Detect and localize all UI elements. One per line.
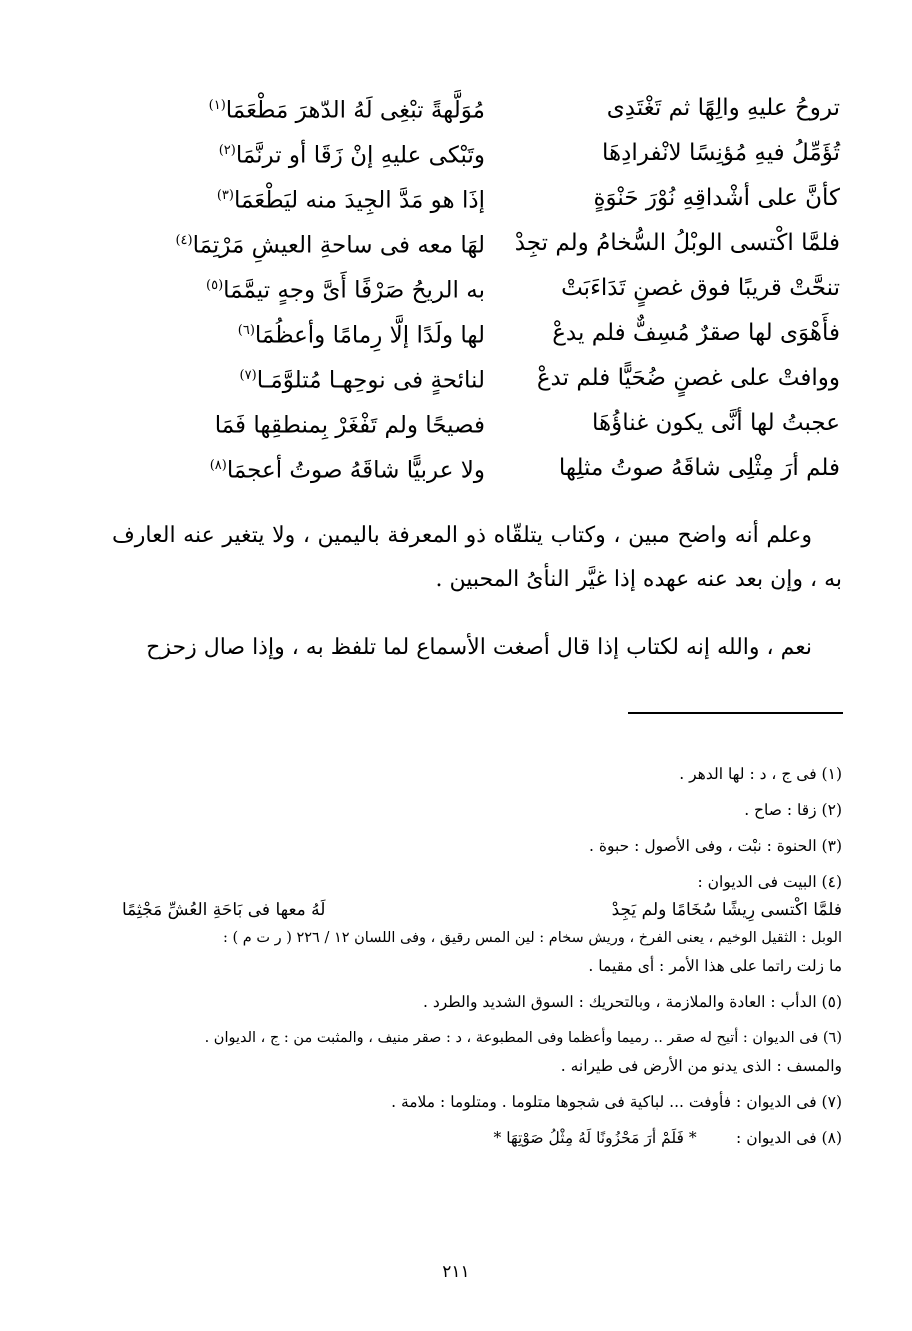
- verse-second-hemistich: [110, 398, 485, 449]
- verse-first-hemistich: كأنَّ على أشْداقِهِ نُوْرَ حَنْوَةٍ: [593, 185, 840, 211]
- footnote-marker: (٢): [218, 143, 236, 159]
- verse-text: وتَبْكى عليهِ إنْ زَقَا أو ترنَّمَا: [235, 142, 485, 169]
- verse-text: لهَا معه فى ساحةِ العيشِ مَرْتِمَا: [192, 232, 485, 259]
- footnote: (٢) زقا : صاح .: [744, 801, 842, 819]
- footnote-verse: [112, 896, 842, 924]
- verse-first-hemistich: فلمَّا اكْتسى الوبْلُ السُّخامُ ولم تجِدْ: [514, 230, 840, 256]
- verse-text: فصيحًا ولم تَفْغَرْ بِمنطقِها فَمَا: [214, 412, 485, 439]
- verse-second-hemistich: [110, 218, 485, 269]
- footnote: (٨) فى الديوان : * فَلَمْ أرَ مَحْزُونًا لَهُ مِثْلُ صَوْتِهَا *: [493, 1129, 842, 1147]
- footnote: (١) فى ج ، د : لها الدهر .: [679, 765, 842, 783]
- footnote-marker: (٤): [175, 233, 193, 249]
- footnote: (٦) فى الديوان : أتيح له صقر .. رميما وأعظما وفى المطبوعة ، د : صقر منيف ، والمثبت من : ج ، الديوان .: [204, 1030, 842, 1046]
- verse-first-hemistich: فلم أرَ مِثْلِى شاقَهُ صوتُ مثلِها: [558, 455, 840, 481]
- footnote-marker: (٦): [237, 323, 255, 339]
- footnote-line: الوبل : الثقيل الوخيم ، يعنى الفرخ ، وريش سخام : لين المس رقيق ، وفى اللسان ١٢ / ٢٢٦ ( ر ت م ) :: [223, 930, 842, 946]
- footnote-line: والمسف : الذى يدنو من الأرض فى طيرانه .: [560, 1057, 842, 1075]
- poem-verse: [110, 266, 840, 311]
- poem: [110, 86, 840, 491]
- verse-first-hemistich: تروحُ عليهِ والِهًا ثم تَغْتَدِى: [606, 95, 840, 121]
- footnote: (٥) الدأب : العادة والملازمة ، وبالتحريك : السوق الشديد والطرد .: [422, 993, 842, 1011]
- footnote-marker: (٥): [206, 278, 224, 294]
- verse-text: به الريحُ صَرْفًا أَىَّ وجهٍ تيمَّمَا: [223, 277, 485, 304]
- poem-verse: [110, 446, 840, 491]
- verse-second-hemistich: [110, 443, 485, 494]
- poem-verse: [110, 131, 840, 176]
- verse-second-hemistich: [110, 128, 485, 179]
- verse-text: ولا عربيًّا شاقَهُ صوتُ أعجمَا: [226, 457, 485, 484]
- verse-second-hemistich: [110, 353, 485, 404]
- footnote-marker: (٨): [209, 458, 227, 474]
- footnote-title: (٤) البيت فى الديوان :: [697, 873, 842, 891]
- poem-verse: [110, 86, 840, 131]
- verse-first-hemistich: تنحَّتْ قريبًا فوق غصنٍ تَدَاءَبَتْ: [561, 275, 840, 301]
- verse-first-hemistich: عجبتُ لها أنَّى يكون غناؤُهَا: [591, 410, 840, 436]
- poem-verse: [110, 401, 840, 446]
- footnote: (٧) فى الديوان : فأوفت ... لباكية فى شجوها متلوما . ومتلوما : ملامة .: [391, 1093, 842, 1111]
- verse-first-hemistich: ووافتْ على غصنٍ ضُحَيًّا فلم تدعْ: [536, 365, 840, 391]
- poem-verse: [110, 311, 840, 356]
- footnote-marker: (٧): [239, 368, 257, 384]
- poem-verse: [110, 176, 840, 221]
- footnote-line: ما زلت راتما على هذا الأمر : أى مقيما .: [588, 957, 842, 975]
- poem-verse: [110, 356, 840, 401]
- verse-first-hemistich: تُؤَمِّلُ فيهِ مُؤنِسًا لانْفرادِهَا: [602, 140, 840, 166]
- verse-first-hemistich: فأَهْوَى لها صقرٌ مُسِفٌّ فلم يدعْ: [552, 320, 840, 346]
- verse-second-hemistich: [110, 83, 485, 134]
- verse-text: لها ولَدًا إلَّا رِمامًا وأعظُمَا: [254, 322, 485, 349]
- footnote-marker: (١): [208, 98, 226, 114]
- verse-second-hemistich: [110, 308, 485, 359]
- verse-text: إذَا هو مَدَّ الجِيدَ منه ليَطْعَمَا: [233, 187, 485, 214]
- footnote-marker: (٣): [216, 188, 234, 204]
- footnotes: [112, 760, 842, 1152]
- footnote: (٣) الحنوة : نبْت ، وفى الأصول : حبوة .: [589, 837, 842, 855]
- verse-text: لنائحةٍ فى نوحِهـا مُتلوَّمَـا: [256, 367, 485, 394]
- footnote-verse-second: لَهُ معها فى بَاحَةِ العُشِّ مَجْثِمًا: [122, 900, 326, 920]
- footnote-verse-first: فلمَّا اكْتسى رِيشًا سُخَامًا ولم يَجِدْ: [611, 900, 842, 920]
- prose-paragraph: نعم ، والله إنه لكتاب إذا قال أصغت الأسماع لما تلفظ به ، وإذا صال زحزح: [146, 635, 812, 660]
- poem-verse: [110, 221, 840, 266]
- prose-paragraph: وعلم أنه واضح مبين ، وكتاب يتلقّاه ذو المعرفة باليمين ، ولا يتغير عنه العارف به ، وإن بعد عنه عهده إذا غيَّر النأىُ المحبين .: [112, 523, 842, 592]
- verse-text: مُوَلَّهةً تبْغِى لَهُ الدّهرَ مَطْعَمَا: [225, 97, 485, 124]
- verse-second-hemistich: [110, 173, 485, 224]
- footnote-divider: [628, 712, 843, 714]
- page-number: ٢١١: [442, 1262, 470, 1282]
- verse-second-hemistich: [110, 263, 485, 314]
